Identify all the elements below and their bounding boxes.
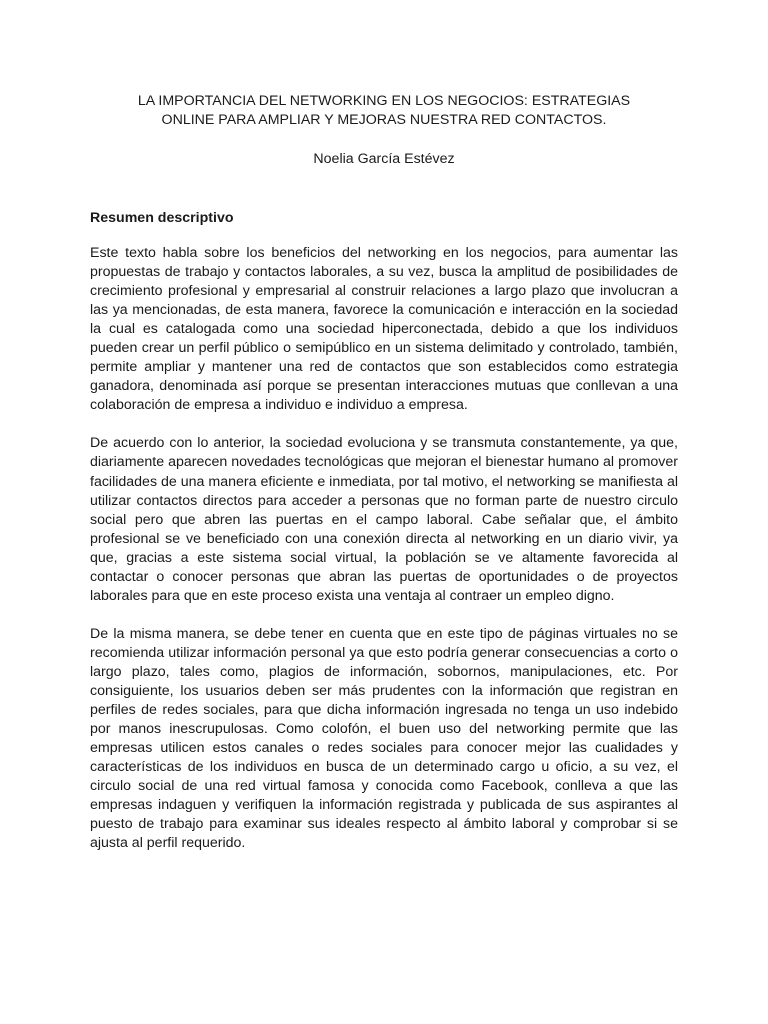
paragraph-1: Este texto habla sobre los beneficios del networking en los negocios, para aumentar las propuestas de trabajo y contactos laborales, a su vez, busca la amplitud de posibilidades de crecimiento profesional y empresarial al construir relaciones a largo plazo que involucran a las ya mencionadas, de esta manera, favorece la comunicación e interacción en la sociedad la cual es catalogada como una sociedad hiperconectada, debido a que los individuos pueden crear un perfil público o semipúblico en un sistema delimitado y controlado, también, permite ampliar y mantener una red de contactos que son establecidos como estrategia ganadora, denominada así porque se presentan interacciones mutuas que conllevan a una colaboración de empresa a individuo e individuo a empresa. — [90, 245, 678, 414]
document-title-line-2: ONLINE PARA AMPLIAR Y MEJORAS NUESTRA RED CONTACTOS. — [161, 112, 607, 128]
paragraph-2: De acuerdo con lo anterior, la sociedad evoluciona y se transmuta constantemente, ya que, diariamente aparecen novedades tecnológicas que mejoran el bienestar humano al promover facilidades de una manera eficiente e inmediata, por tal motivo, el networking se manifiesta al utilizar contactos directos para acceder a personas que no forman parte de nuestro circulo social pero que abren las puertas en el campo laboral. Cabe señalar que, el ámbito profesional se ve beneficiado con una conexión directa al networking en un diario vivir, ya que, gracias a este sistema social virtual, la población se ve altamente favorecida al contactar o conocer personas que abran las puertas de oportunidades o de proyectos laborales para que en este proceso exista una ventaja al contraer un empleo digno. — [90, 435, 678, 604]
document-title-line-1: LA IMPORTANCIA DEL NETWORKING EN LOS NEGOCIOS: ESTRATEGIAS — [137, 93, 631, 109]
section-heading: Resumen descriptivo — [90, 210, 234, 226]
document-author: Noelia García Estévez — [313, 151, 455, 167]
paragraph-3: De la misma manera, se debe tener en cuenta que en este tipo de páginas virtuales no se recomienda utilizar información personal ya que esto podría generar consecuencias a corto o largo plazo, tales como, plagios de información, sobornos, manipulaciones, etc. Por consiguiente, los usuarios deben ser más prudentes con la información que registran en perfiles de redes sociales, para que dicha información ingresada no tenga un uso indebido por manos inescrupulosas. Como colofón, el buen uso del networking permite que las empresas utilicen estos canales o redes sociales para conocer mejor las cualidades y características de los individuos en busca de un determinado cargo u oficio, a su vez, el circulo social de una red virtual famosa y conocida como Facebook, conlleva a que las empresas indaguen y verifiquen la información registrada y publicada de sus aspirantes al puesto de trabajo para examinar sus ideales respecto al ámbito laboral y comprobar si se ajusta al perfil requerido. — [90, 625, 678, 852]
document-page — [90, 92, 678, 853]
document-title — [90, 92, 678, 130]
